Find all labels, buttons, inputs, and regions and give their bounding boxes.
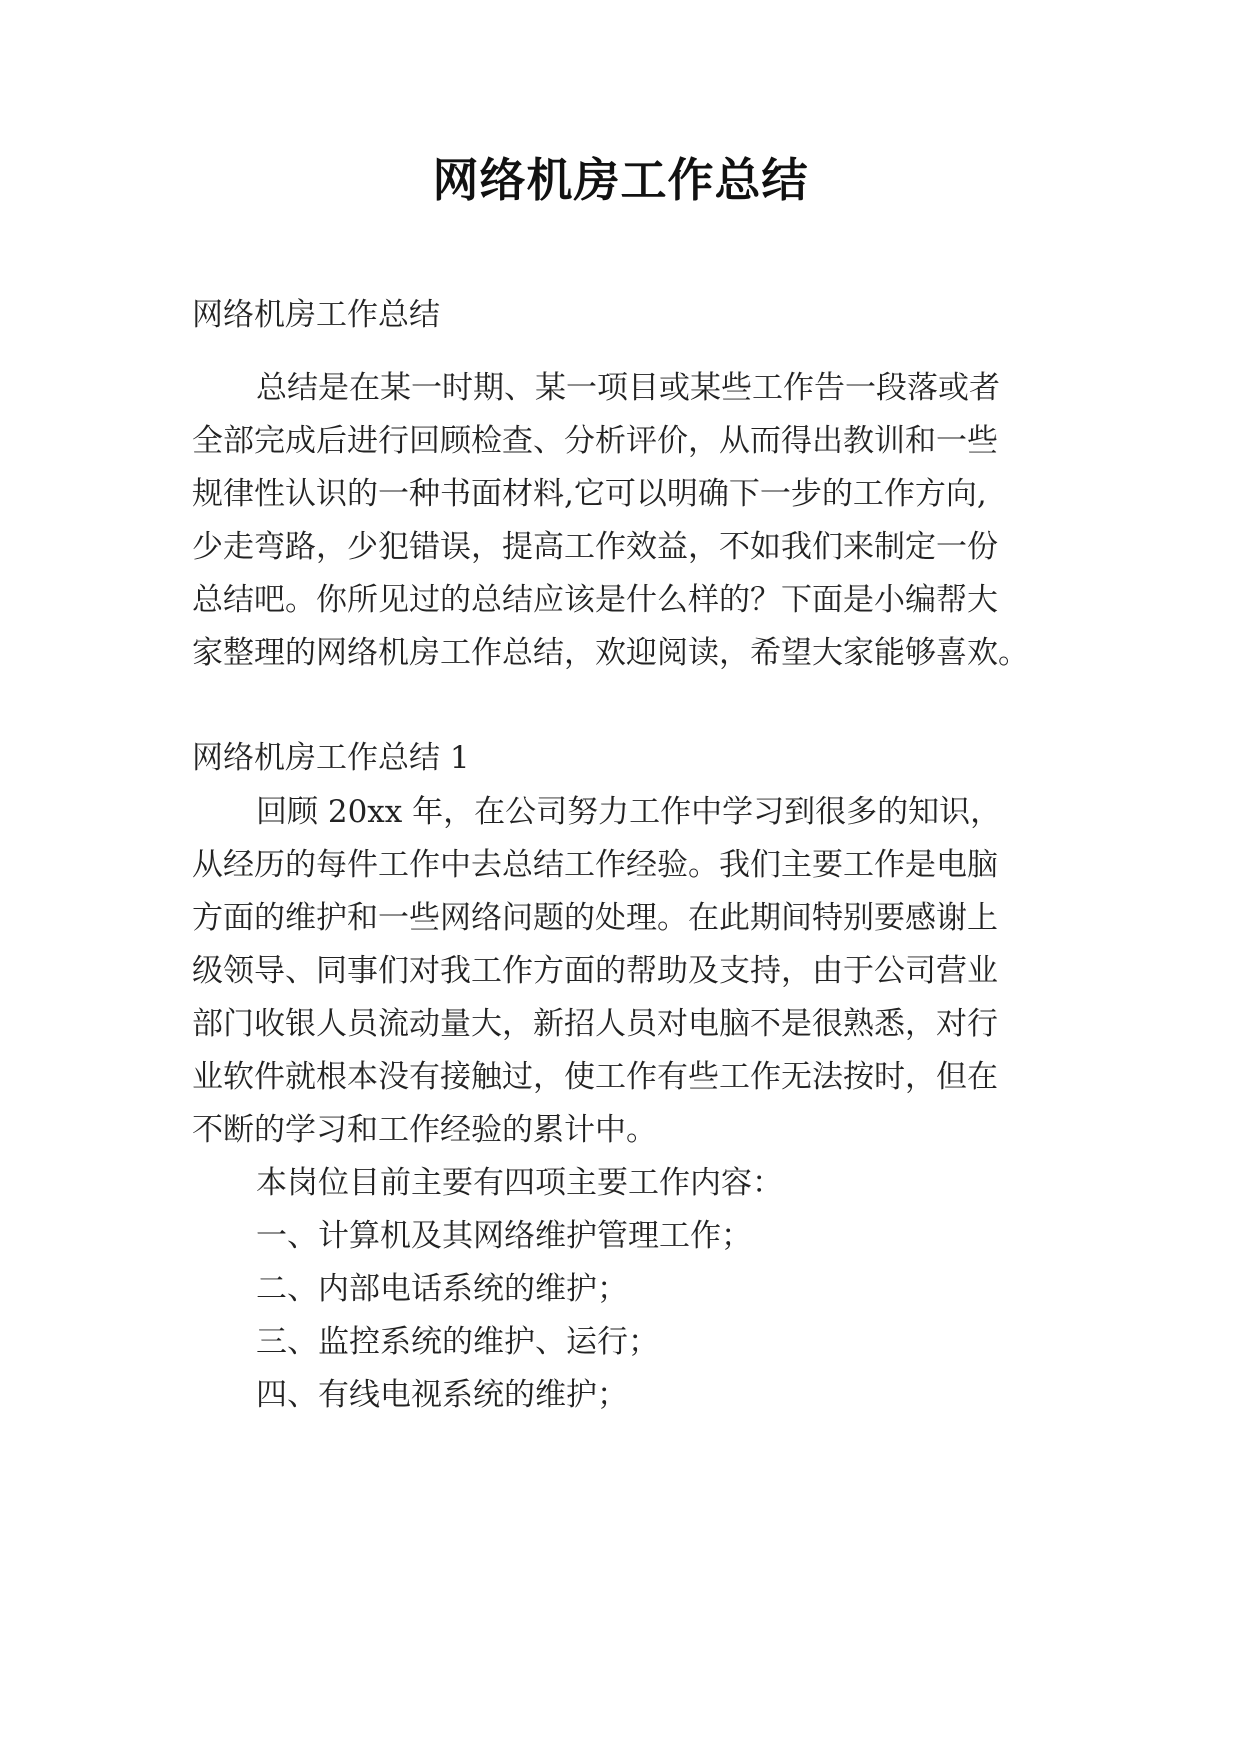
duty-item-1: 一、计算机及其网络维护管理工作； [256,1218,752,1254]
duty-item-2: 二、内部电话系统的维护； [256,1271,628,1307]
section-line-3: 方面的维护和一些网络问题的处理。在此期间特别要感谢上 [192,900,998,936]
duties-intro: 本岗位目前主要有四项主要工作内容： [256,1165,783,1201]
section-heading: 网络机房工作总结 1 [192,740,470,776]
duty-item-4: 四、有线电视系统的维护； [256,1377,628,1413]
intro-line-1: 总结是在某一时期、某一项目或某些工作告一段落或者 [256,370,1000,406]
section-line-6: 业软件就根本没有接触过，使工作有些工作无法按时，但在 [192,1059,998,1095]
section-line-2: 从经历的每件工作中去总结工作经验。我们主要工作是电脑 [192,847,998,883]
section-line-1: 回顾 20xx 年，在公司努力工作中学习到很多的知识， [256,794,1002,830]
section-line-7: 不断的学习和工作经验的累计中。 [192,1112,657,1148]
intro-line-3: 规律性认识的一种书面材料,它可以明确下一步的工作方向, [192,476,987,512]
page-title: 网络机房工作总结 [432,153,809,207]
intro-line-5: 总结吧。你所见过的总结应该是什么样的？下面是小编帮大 [192,582,998,618]
intro-line-2: 全部完成后进行回顾检查、分析评价，从而得出教训和一些 [192,423,998,459]
duty-item-3: 三、监控系统的维护、运行； [256,1324,659,1360]
intro-line-6: 家整理的网络机房工作总结，欢迎阅读，希望大家能够喜欢。 [192,635,1029,671]
section-line-5: 部门收银人员流动量大，新招人员对电脑不是很熟悉，对行 [192,1006,998,1042]
section-line-4: 级领导、同事们对我工作方面的帮助及支持，由于公司营业 [192,953,998,989]
intro-line-4: 少走弯路，少犯错误，提高工作效益，不如我们来制定一份 [192,529,998,565]
document-subtitle: 网络机房工作总结 [192,297,440,333]
